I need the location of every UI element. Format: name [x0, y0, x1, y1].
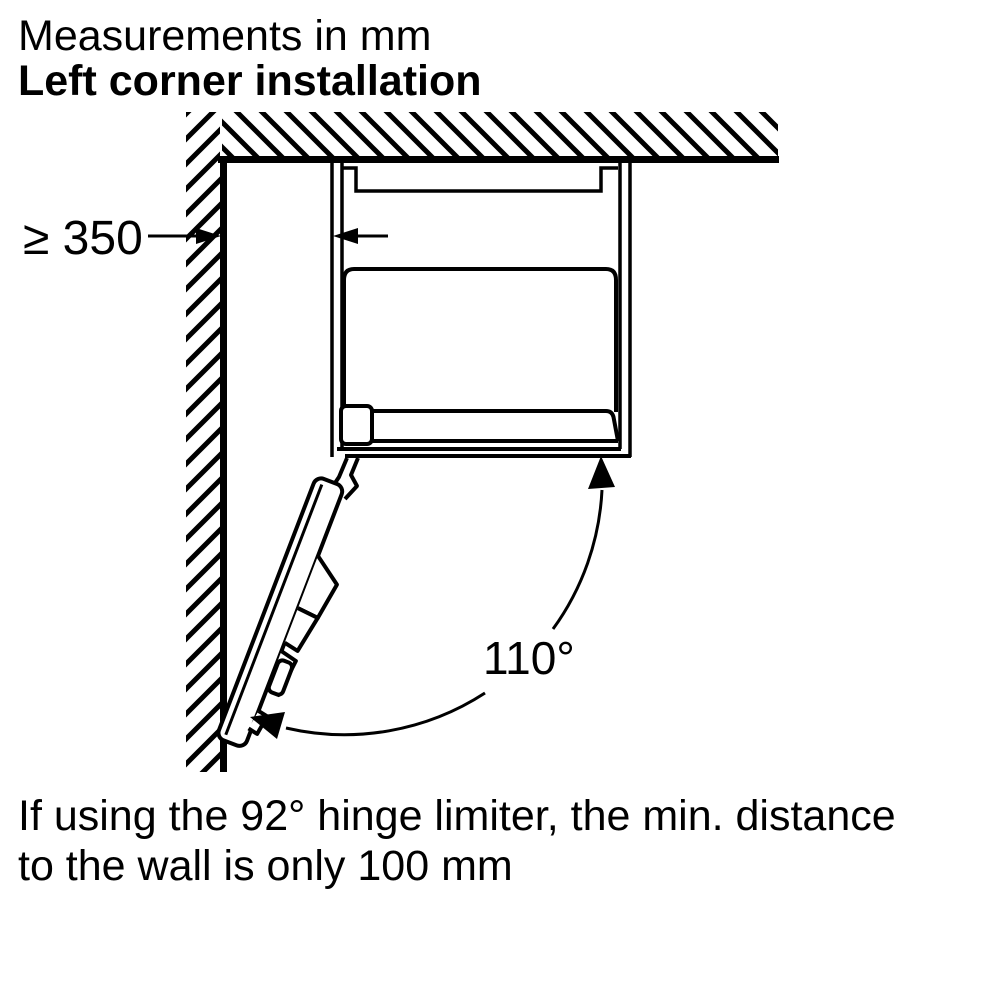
door-angle-label: 110°	[483, 632, 575, 684]
appliance-body	[337, 269, 631, 456]
page-title: Left corner installation	[18, 57, 482, 105]
arrow-left-icon	[333, 228, 358, 244]
units-note: Measurements in mm	[18, 12, 432, 60]
wall-hatching	[186, 112, 220, 772]
wall-distance-dimension	[148, 228, 388, 244]
wall-distance-label: ≥ 350	[23, 212, 143, 265]
swing-arc-lower-segment	[286, 693, 485, 735]
arc-arrow-up-icon	[588, 456, 615, 489]
hinge-arm-inner	[345, 458, 358, 499]
appliance-bottom-bar-right	[606, 411, 618, 441]
appliance-door-open	[216, 476, 370, 758]
ceiling-hatching	[222, 112, 778, 157]
appliance-front-frame	[344, 269, 616, 412]
niche-top-recess	[343, 168, 618, 191]
hinge-limiter-note-line1: If using the 92° hinge limiter, the min. distance	[18, 792, 896, 840]
appliance-bottom-left-cap	[341, 406, 372, 444]
hinge-limiter-note-line2: to the wall is only 100 mm	[18, 842, 513, 890]
swing-arc-upper-segment	[553, 490, 602, 629]
